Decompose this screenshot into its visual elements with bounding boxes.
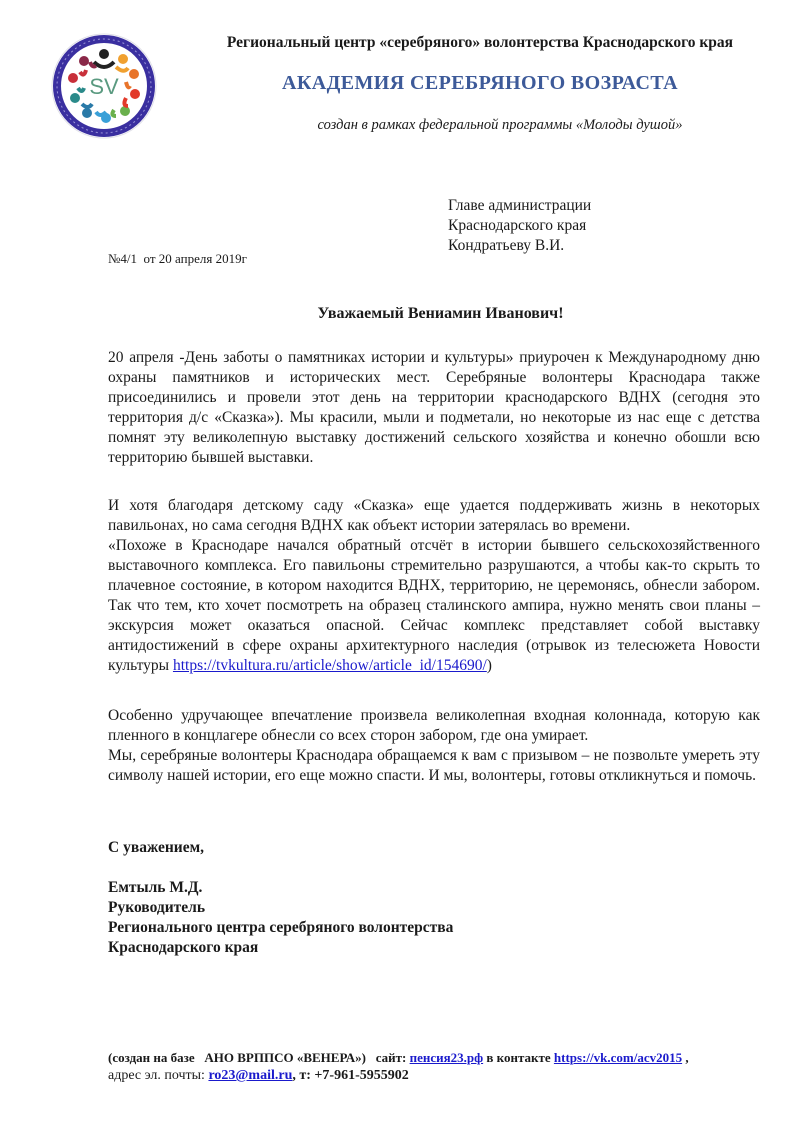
signer-title: Руководитель — [108, 899, 206, 916]
quote-text — [108, 536, 760, 676]
vk-label: в контакте — [483, 1050, 554, 1065]
paragraph-text: 20 апреля -День заботы о памятниках истории и культуры» приурочен к Международному дню охраны памятников и исторических мест. Серебряные волонтеры Краснодара также присоединились и провели этот день на территории краснодарского ВДНХ (сегодня это территория д/с «Сказка»). Мы красили, мыли и подметали, но некоторые из нас еще с детства помнят эту великолепную выставку достижений сельского хозяйства и конечно обошли всю территорию бывшей выставки. — [108, 349, 760, 466]
vk-link[interactable]: https://vk.com/acv2015 — [553, 1050, 683, 1065]
phone: , т: +7-961-5955902 — [292, 1068, 409, 1083]
quote-body: «Похоже в Краснодаре начался обратный отсчёт в истории бывшего сельскохозяйственного выставочного комплекса. Его павильоны стремительно разрушаются, а чтобы как-то скрыть то плачевное состояние, в котором находится ВДНХ, территорию, не церемонясь, обнесли забором. Так что тем, кто хочет посмотреть на образец сталинского ампира, нужно менять свои планы – экскурсия может оказаться опасной. Сейчас комплекс представляет собой выставку антидостижений в сфере охраны архитектурного наследия (отрывок из телесюжета Новости культуры — [108, 537, 760, 674]
addressee-line: Кондратьеву В.И. — [448, 237, 565, 254]
paragraph-text: Особенно удручающее впечатление произвела великолепная входная колоннада, которую как пленного в концлагере обнесли со всех сторон забором, где она умирает. — [108, 707, 760, 744]
addressee-block — [448, 196, 591, 256]
paragraph-text: И хотя благодаря детскому саду «Сказка» еще удается поддерживать жизнь в некоторых павильонах, но сама сегодня ВДНХ как объект истории затерялась во времени. — [108, 497, 760, 534]
body-paragraph-2 — [108, 496, 760, 676]
greeting: Уважаемый Вениамин Иванович! — [317, 305, 564, 322]
signature-block — [108, 838, 453, 958]
organization-name: Региональный центр «серебряного» волонтерства Краснодарского края — [226, 34, 734, 51]
document-number: №4/1 от 20 апреля 2019г — [108, 251, 247, 266]
header-subtitle: создан в рамках федеральной программы «Молоды душой» — [317, 117, 683, 133]
signer-name: Емтыль М.Д. — [108, 879, 203, 896]
signer-org: Регионального центра серебряного волонтерства — [108, 919, 454, 936]
body-paragraph-1 — [108, 348, 760, 468]
quote-close: ) — [486, 657, 492, 674]
addressee-line: Главе администрации — [448, 197, 592, 214]
email-link[interactable]: ro23@mail.ru — [208, 1068, 293, 1083]
footer-line-1 — [108, 1049, 788, 1067]
site-link[interactable]: пенсия23.рф — [409, 1050, 484, 1065]
footer-base: (создан на базе АНО ВРППСО «ВЕНЕРА») сайт: — [108, 1050, 410, 1065]
sv-logo-icon — [50, 32, 158, 140]
addressee-line: Краснодарского края — [448, 217, 587, 234]
paragraph-text: Мы, серебряные волонтеры Краснодара обращаемся к вам с призывом – не позвольте умереть эту символу нашей истории, его еще можно спасти. И мы, волонтеры, готовы откликнуться и помочь. — [108, 747, 760, 784]
logo — [50, 32, 158, 140]
footer — [108, 1049, 788, 1085]
svg-text:SV: SV — [89, 74, 119, 99]
email-label: адрес эл. почты: — [108, 1068, 209, 1083]
closing: С уважением, — [108, 839, 205, 856]
comma: , — [682, 1050, 689, 1065]
signer-org: Краснодарского края — [108, 939, 259, 956]
footer-line-2 — [108, 1067, 788, 1085]
body-paragraph-3 — [108, 706, 760, 786]
source-link[interactable]: https://tvkultura.ru/article/show/article_id/154690/ — [172, 657, 487, 674]
academy-title: АКАДЕМИЯ СЕРЕБРЯНОГО ВОЗРАСТА — [282, 72, 678, 94]
